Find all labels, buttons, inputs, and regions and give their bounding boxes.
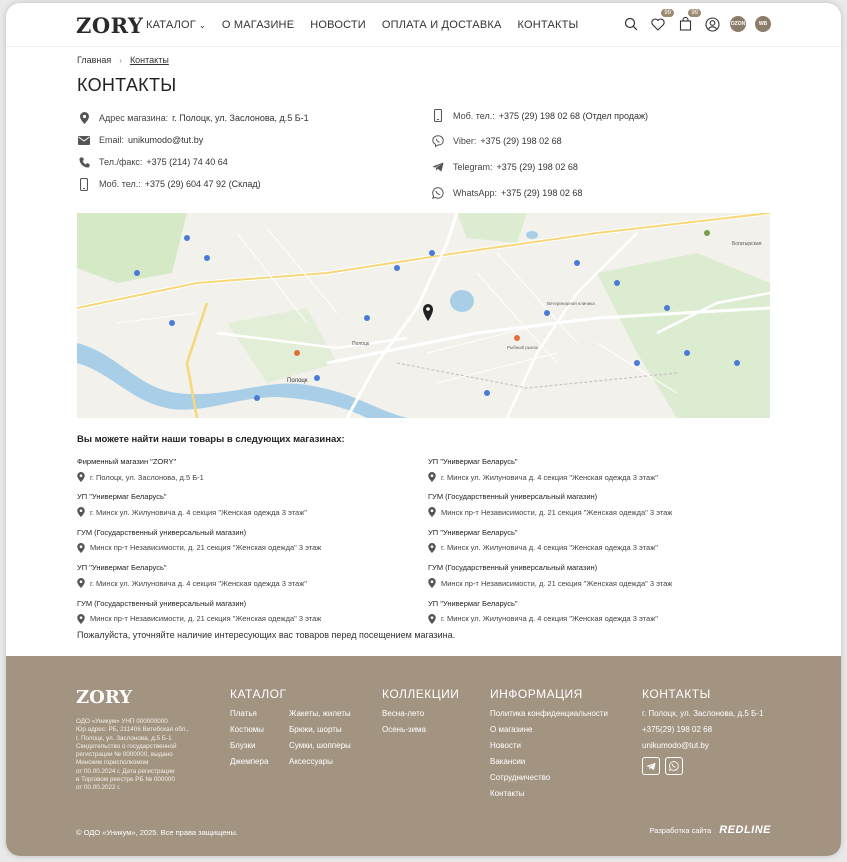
telegram-icon bbox=[646, 762, 656, 771]
footer-link[interactable]: Сотрудничество bbox=[490, 773, 551, 782]
developer-credit[interactable]: Разработка сайта REDLINE bbox=[649, 824, 771, 836]
footer-link[interactable]: Контакты bbox=[490, 789, 525, 798]
map-label-polotsk: Полоцк bbox=[287, 378, 308, 384]
heart-icon bbox=[651, 18, 665, 31]
list-item bbox=[428, 528, 768, 562]
store-name: ГУМ (Государственный универсальный магазин) bbox=[428, 492, 598, 502]
store-address: г. Минск ул. Жилуновича д. 4 секция "Женская одежда 3 этаж" bbox=[428, 614, 768, 624]
store-address: Минск пр-т Независимости, д. 21 секция "Женская одежда" 3 этаж bbox=[77, 543, 417, 553]
search-icon[interactable] bbox=[622, 15, 640, 33]
contact-viber: Viber: +375 (29) 198 02 68 bbox=[431, 129, 648, 155]
footer-phone-link[interactable]: +375(29) 198 02 68 bbox=[642, 725, 713, 734]
site-logo[interactable]: ZORY bbox=[76, 13, 144, 38]
location-icon bbox=[77, 507, 85, 517]
bag-icon bbox=[679, 17, 692, 31]
whatsapp-icon bbox=[669, 761, 679, 771]
wishlist-count-badge: 99 bbox=[661, 9, 674, 17]
mobile-icon bbox=[77, 177, 91, 191]
contacts-left bbox=[77, 107, 309, 195]
contact-mobile-warehouse: Моб. тел.: +375 (29) 604 47 92 (Склад) bbox=[77, 173, 309, 195]
list-item bbox=[428, 563, 768, 597]
store-name: УП "Универмаг Беларусь" bbox=[428, 457, 518, 466]
breadcrumb-home[interactable]: Главная bbox=[77, 55, 112, 65]
footer-link[interactable]: Жакеты, жилеты bbox=[289, 709, 351, 718]
footer-catalog-list-2 bbox=[289, 709, 351, 766]
footer-collections-list bbox=[382, 709, 426, 734]
footer-link[interactable]: Сумки, шопперы bbox=[289, 741, 351, 750]
mail-icon bbox=[77, 133, 91, 147]
stores-left-list bbox=[77, 456, 417, 633]
footer-link[interactable]: Новости bbox=[490, 741, 521, 750]
store-name: ГУМ (Государственный универсальный магазин) bbox=[77, 527, 247, 537]
list-item bbox=[77, 528, 417, 562]
footer-address: г. Полоцк, ул. Заслонова, д.5 Б-1 bbox=[642, 709, 764, 718]
footer-link[interactable]: Блузки bbox=[230, 741, 256, 750]
location-icon bbox=[428, 578, 436, 588]
footer-link[interactable]: Костюмы bbox=[230, 725, 264, 734]
phone-link[interactable]: +375 (214) 74 40 64 bbox=[146, 157, 228, 167]
mobile-link[interactable]: +375 (29) 604 47 92 (Склад) bbox=[144, 179, 261, 189]
breadcrumb bbox=[77, 55, 169, 65]
footer-link[interactable]: Весна-лето bbox=[382, 709, 425, 718]
store-name: ГУМ (Государственный универсальный магазин) bbox=[428, 563, 598, 573]
list-item bbox=[428, 599, 768, 633]
social-links bbox=[642, 757, 683, 775]
address-value: г. Полоцк, ул. Заслонова, д.5 Б-1 bbox=[172, 113, 309, 123]
location-icon bbox=[428, 507, 436, 517]
footer-collections-title: КОЛЛЕКЦИИ bbox=[382, 687, 460, 701]
nav-payment-delivery[interactable]: ОПЛАТА И ДОСТАВКА bbox=[381, 19, 502, 31]
footer-link[interactable]: О магазине bbox=[490, 725, 533, 734]
store-name: Фирменный магазин "ZORY" bbox=[77, 457, 177, 466]
footer-link[interactable]: Политика конфиденциальности bbox=[490, 709, 609, 718]
developer-logo: REDLINE bbox=[719, 824, 771, 836]
page-frame bbox=[6, 3, 841, 856]
chevron-down-icon: ⌄ bbox=[198, 21, 206, 30]
store-address: г. Минск ул. Жилуновича д. 4 секция "Женская одежда 3 этаж" bbox=[428, 472, 768, 482]
contact-telegram: Telegram: +375 (29) 198 02 68 bbox=[431, 154, 648, 180]
header-actions bbox=[622, 10, 771, 33]
footer-email-link[interactable]: unikumodo@tut.by bbox=[642, 741, 709, 750]
footer-link[interactable]: Платья bbox=[230, 709, 257, 718]
telegram-link[interactable]: +375 (29) 198 02 68 bbox=[496, 161, 578, 172]
store-address: г. Минск ул. Жилуновича д. 4 секция "Женская одежда 3 этаж" bbox=[428, 543, 768, 553]
map-label-bogatyrskaya: Богатырская bbox=[732, 241, 762, 247]
store-name: ГУМ (Государственный универсальный магазин) bbox=[77, 598, 247, 608]
footer-link[interactable]: Брюки, шорты bbox=[289, 725, 342, 734]
telegram-icon bbox=[431, 160, 445, 174]
store-map[interactable] bbox=[77, 213, 770, 418]
store-name: УП "Универмаг Беларусь" bbox=[428, 527, 518, 537]
viber-icon bbox=[431, 134, 445, 148]
stores-right-list bbox=[428, 456, 768, 633]
contact-phone: Тел./факс: +375 (214) 74 40 64 bbox=[77, 151, 309, 173]
list-item bbox=[428, 457, 768, 491]
map-label-vet-clinic: Ветеринарная клиника bbox=[547, 301, 595, 306]
footer-info-title: ИНФОРМАЦИЯ bbox=[490, 687, 583, 701]
site-footer bbox=[6, 656, 841, 856]
account-icon[interactable] bbox=[703, 15, 721, 33]
telegram-button[interactable] bbox=[642, 757, 660, 775]
site-header bbox=[6, 3, 841, 47]
footer-link[interactable]: Джемпера bbox=[230, 757, 269, 766]
store-address: Минск пр-т Независимости, д. 21 секция "Женская одежда" 3 этаж bbox=[428, 578, 768, 588]
footer-link[interactable]: Вакансии bbox=[490, 757, 526, 766]
main-nav bbox=[146, 19, 578, 31]
page-title: КОНТАКТЫ bbox=[77, 75, 177, 95]
breadcrumb-current[interactable]: Контакты bbox=[129, 55, 169, 65]
list-item bbox=[77, 457, 417, 491]
location-icon bbox=[77, 543, 85, 553]
location-icon bbox=[428, 543, 436, 553]
store-address: г. Минск ул. Жилуновича д. 4 секция "Женская одежда 3 этаж" bbox=[77, 578, 417, 588]
cart-count-badge: 99 bbox=[688, 9, 701, 17]
store-name: УП "Универмаг Беларусь" bbox=[77, 492, 167, 502]
legal-info: ОДО «Уникум» УНП 000000000 Юр.адрес: РБ, 211406 Витебская обл., г. Полоцк, ул. Заслонова, д.5 Б-1 Свидетельство о государственной регистрации № 0000000, выдано Минским горисполкомом от 00.00.2024 г. Дата регистрации в Торговом реестре РБ № 000000 от 00.00.2022 г. bbox=[76, 718, 189, 792]
store-address: Минск пр-т Независимости, д. 21 секция "Женская одежда" 3 этаж bbox=[428, 507, 768, 517]
contacts-right bbox=[431, 103, 648, 205]
email-link[interactable]: unikumodo@tut.by bbox=[128, 135, 204, 145]
location-icon bbox=[428, 614, 436, 624]
store-address: Минск пр-т Независимости, д. 21 секция "Женская одежда" 3 этаж bbox=[77, 614, 417, 624]
map-canvas bbox=[77, 213, 770, 418]
footer-contacts-list bbox=[642, 709, 763, 750]
footer-link[interactable]: Аксессуары bbox=[289, 757, 333, 766]
footer-link[interactable]: Осень-зима bbox=[382, 725, 427, 734]
ozon-link[interactable]: OZON bbox=[730, 16, 746, 32]
nav-catalog[interactable]: КАТАЛОГ ⌄ bbox=[146, 19, 206, 31]
footer-logo[interactable]: ZORY bbox=[76, 687, 133, 708]
map-label-polotsk-2: Полоцк bbox=[352, 341, 370, 347]
map-label-fish-market: Рыбный рынок bbox=[507, 345, 538, 350]
store-address: г. Минск ул. Жилуновича д. 4 секция "Женская одежда 3 этаж" bbox=[77, 507, 417, 517]
list-item bbox=[77, 563, 417, 597]
nav-news[interactable]: НОВОСТИ bbox=[310, 19, 366, 31]
list-item bbox=[77, 599, 417, 633]
availability-note: Пожалуйста, уточняйте наличие интересующих вас товаров перед посещением магазина. bbox=[77, 630, 456, 640]
location-icon bbox=[428, 472, 436, 482]
wishlist-button[interactable] bbox=[649, 10, 671, 33]
whatsapp-icon bbox=[431, 186, 445, 200]
mobile-sales-link[interactable]: +375 (29) 198 02 68 (Отдел продаж) bbox=[498, 110, 649, 121]
contact-mobile-sales: Моб. тел.: +375 (29) 198 02 68 (Отдел продаж) bbox=[431, 103, 648, 129]
copyright: © ОДО «Уникум», 2025. Все права защищены. bbox=[76, 828, 238, 837]
store-name: УП "Универмаг Беларусь" bbox=[428, 598, 518, 608]
nav-about[interactable]: О МАГАЗИНЕ bbox=[221, 19, 295, 31]
store-name: УП "Универмаг Беларусь" bbox=[77, 563, 167, 573]
footer-catalog-list-1 bbox=[230, 709, 268, 766]
cart-button[interactable] bbox=[676, 10, 698, 33]
viber-link[interactable]: +375 (29) 198 02 68 bbox=[480, 136, 562, 147]
footer-info-list bbox=[490, 709, 608, 798]
location-icon bbox=[77, 578, 85, 588]
list-item bbox=[428, 492, 768, 526]
nav-contacts[interactable]: КОНТАКТЫ bbox=[517, 19, 579, 31]
footer-catalog-title: КАТАЛОГ bbox=[230, 687, 287, 701]
contact-whatsapp: WhatsApp: +375 (29) 198 02 68 bbox=[431, 180, 648, 206]
location-icon bbox=[77, 614, 85, 624]
location-icon bbox=[77, 472, 85, 482]
footer-contacts-title: КОНТАКТЫ bbox=[642, 687, 711, 701]
whatsapp-button[interactable] bbox=[665, 757, 683, 775]
stores-title: Вы можете найти наши товары в следующих магазинах: bbox=[77, 434, 345, 445]
wildberries-link[interactable]: WB bbox=[755, 16, 771, 32]
whatsapp-link[interactable]: +375 (29) 198 02 68 bbox=[501, 187, 583, 198]
mobile-icon bbox=[431, 109, 445, 123]
phone-icon bbox=[77, 155, 91, 169]
contact-email: Email: unikumodo@tut.by bbox=[77, 129, 309, 151]
list-item bbox=[77, 492, 417, 526]
location-icon bbox=[77, 111, 91, 125]
contact-address: Адрес магазина: г. Полоцк, ул. Заслонова, д.5 Б-1 bbox=[77, 107, 309, 129]
chevron-right-icon: › bbox=[119, 55, 122, 65]
store-address: г. Полоцк, ул. Заслонова, д.5 Б-1 bbox=[77, 472, 417, 482]
